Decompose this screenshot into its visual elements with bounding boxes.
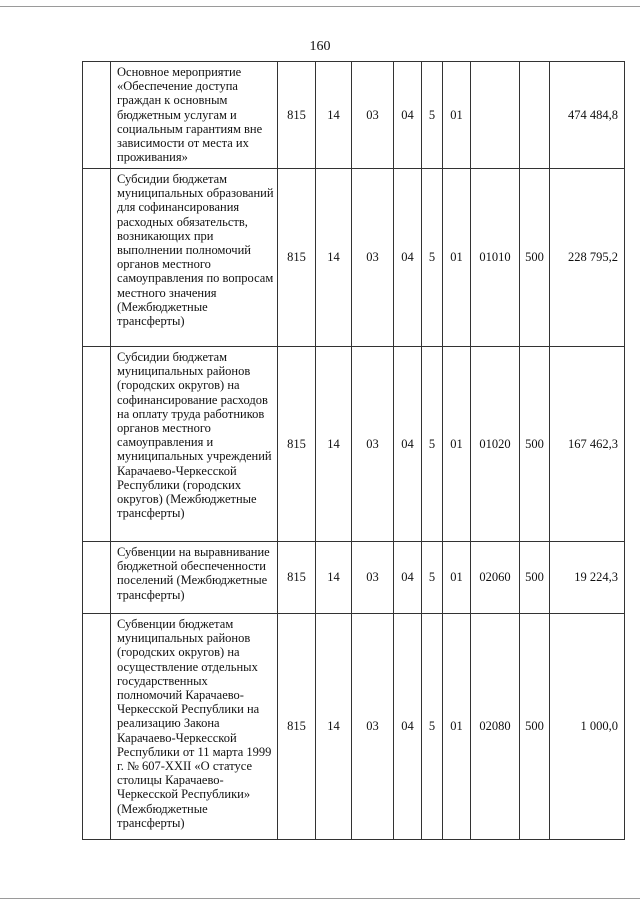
table-row [83,347,625,542]
item-name-cell: Субвенции бюджетам муниципальных районов (городских округов) на осуществление отдельных государственных полномочий Карачаево-Черкесской Республики на реализацию Закона Карачаево-Черкесской Республики от 11 марта 1999 г. № 607-XXII «О статусе столицы Карачаево-Черкесской Республики» (Межбюджетные трансферты) [111,614,278,840]
main-event-code-cell: 01 [443,347,471,542]
amount-cell: 1 000,0 [550,614,625,840]
main-event-code-cell: 01 [443,542,471,614]
subprogram-code-cell: 5 [422,62,443,169]
table-row [83,169,625,347]
expense-type-code-cell: 500 [520,347,550,542]
item-name-cell: Субсидии бюджетам муниципальных образований для софинансирования расходных обязательств, возникающих при выполнении полномочий органов местного самоуправления по вопросам местного значения (Межбюджетные трансферты) [111,169,278,347]
index-cell [83,169,111,347]
direction-code-cell: 01020 [471,347,520,542]
expense-type-code-cell: 500 [520,542,550,614]
subprogram-code-cell: 5 [422,347,443,542]
table-row [83,542,625,614]
expense-type-code-cell: 500 [520,169,550,347]
program-code-cell: 04 [394,62,422,169]
direction-code-cell: 02060 [471,542,520,614]
index-cell [83,614,111,840]
subsection-code-cell: 03 [352,614,394,840]
section-code-cell: 14 [316,169,352,347]
item-name-cell: Основное мероприятие «Обеспечение доступа граждан к основным бюджетным услугам и социальным гарантиям вне зависимости от места их проживания» [111,62,278,169]
expense-type-code-cell: 500 [520,614,550,840]
subsection-code-cell: 03 [352,169,394,347]
scan-edge-bottom [0,898,640,899]
section-code-cell: 14 [316,347,352,542]
amount-cell: 19 224,3 [550,542,625,614]
item-name-cell: Субвенции на выравнивание бюджетной обеспеченности поселений (Межбюджетные трансферты) [111,542,278,614]
subsection-code-cell: 03 [352,62,394,169]
program-code-cell: 04 [394,169,422,347]
main-event-code-cell: 01 [443,169,471,347]
main-event-code-cell: 01 [443,614,471,840]
subsection-code-cell: 03 [352,542,394,614]
direction-code-cell [471,62,520,169]
index-cell [83,542,111,614]
index-cell [83,347,111,542]
subprogram-code-cell: 5 [422,169,443,347]
scan-edge-top [0,6,640,7]
amount-cell: 228 795,2 [550,169,625,347]
section-code-cell: 14 [316,542,352,614]
table-row [83,62,625,169]
ministry-code-cell: 815 [278,542,316,614]
program-code-cell: 04 [394,347,422,542]
ministry-code-cell: 815 [278,614,316,840]
ministry-code-cell: 815 [278,62,316,169]
amount-cell: 474 484,8 [550,62,625,169]
ministry-code-cell: 815 [278,347,316,542]
program-code-cell: 04 [394,614,422,840]
ministry-code-cell: 815 [278,169,316,347]
expense-type-code-cell [520,62,550,169]
page-number: 160 [309,39,331,54]
section-code-cell: 14 [316,614,352,840]
subprogram-code-cell: 5 [422,542,443,614]
budget-table [82,61,625,840]
item-name-cell: Субсидии бюджетам муниципальных районов (городских округов) на софинансирование расходов на оплату труда работников органов местного самоуправления и муниципальных учреждений Карачаево-Черкесской Республики (городских округов) (Межбюджетные трансферты) [111,347,278,542]
program-code-cell: 04 [394,542,422,614]
subprogram-code-cell: 5 [422,614,443,840]
subsection-code-cell: 03 [352,347,394,542]
main-event-code-cell: 01 [443,62,471,169]
table-row [83,614,625,840]
direction-code-cell: 02080 [471,614,520,840]
amount-cell: 167 462,3 [550,347,625,542]
direction-code-cell: 01010 [471,169,520,347]
index-cell [83,62,111,169]
section-code-cell: 14 [316,62,352,169]
